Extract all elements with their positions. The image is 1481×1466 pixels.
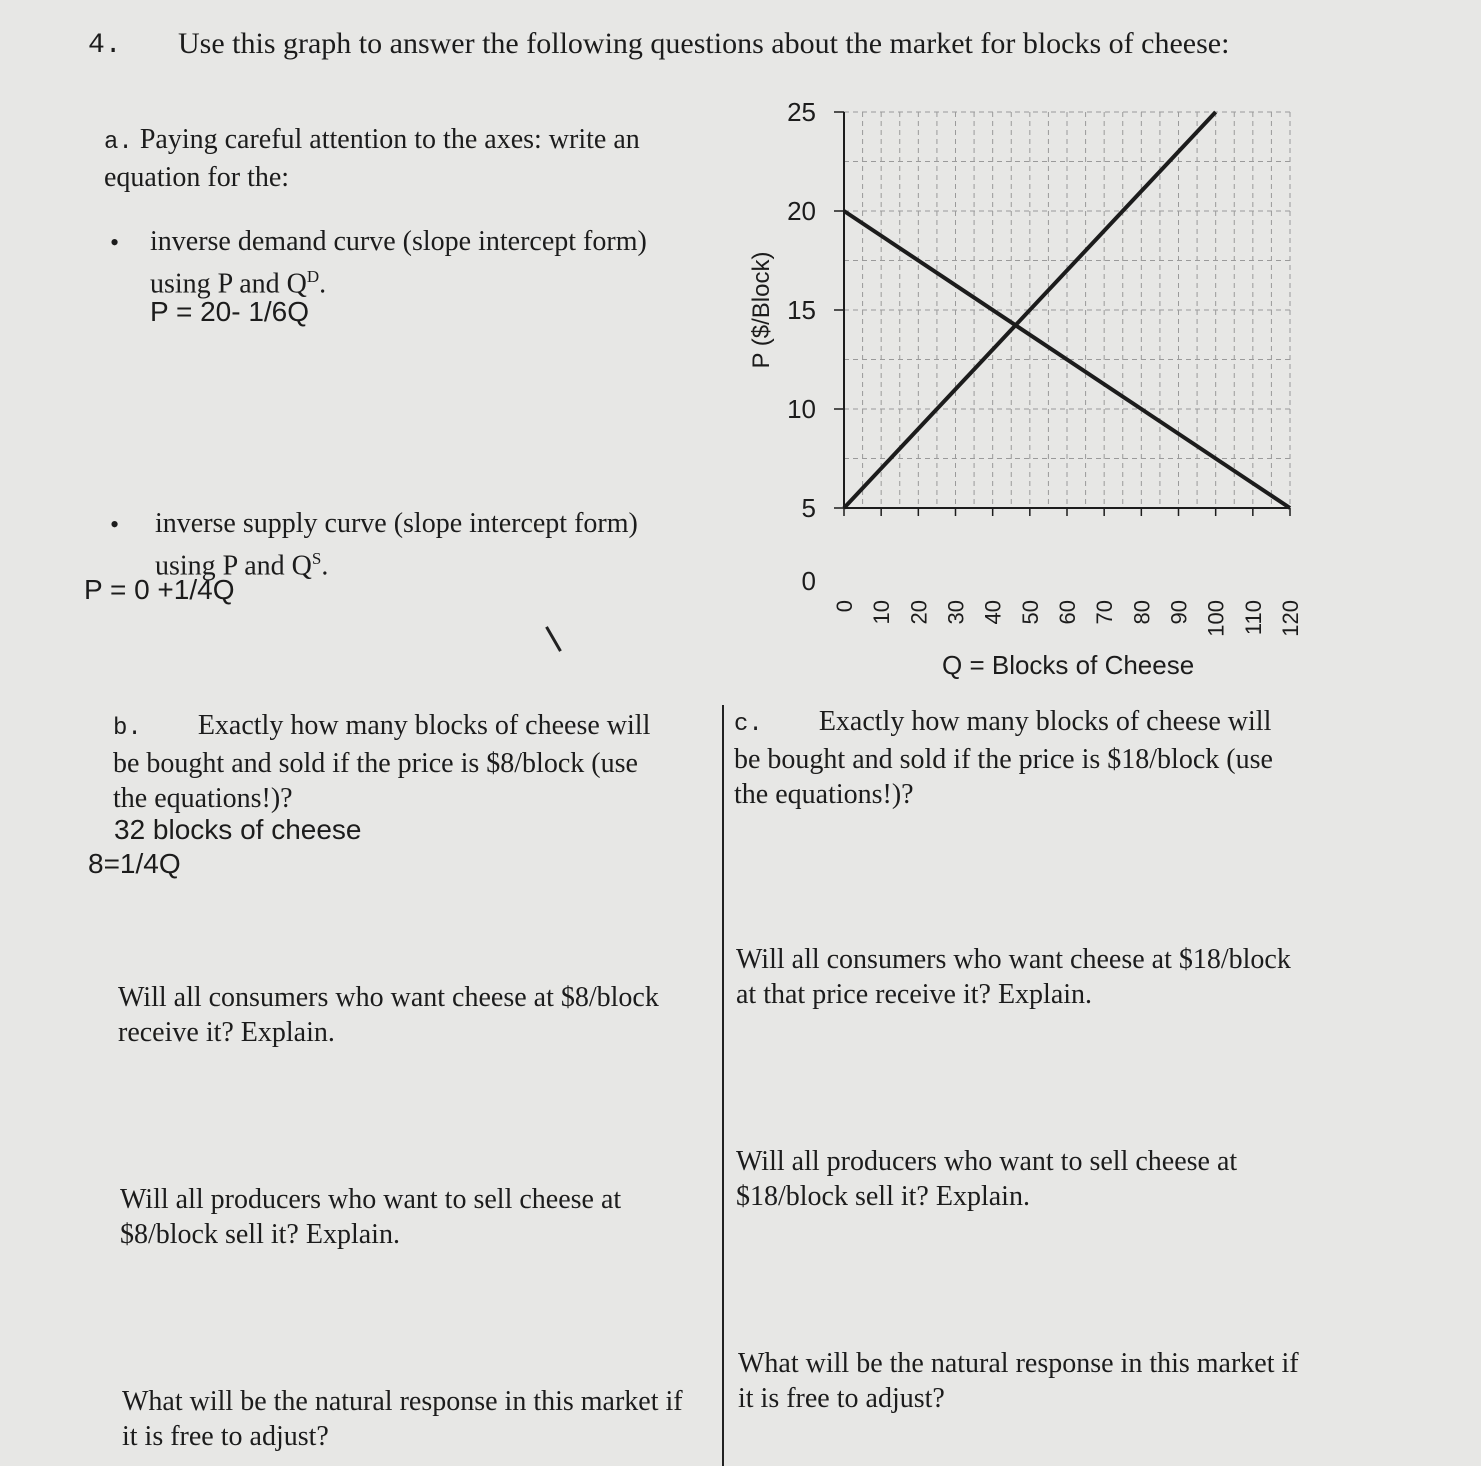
part-b-response-line2: it is free to adjust? <box>122 1421 329 1452</box>
x-tick-label: 40 <box>980 600 1006 625</box>
supply-line2: using P and Q <box>155 550 312 582</box>
part-c-response-line2: it is free to adjust? <box>738 1383 945 1414</box>
x-axis-label: Q = Blocks of Cheese <box>942 650 1195 680</box>
supply-sup: S <box>311 549 322 568</box>
part-c-consumers-line2: at that price receive it? Explain. <box>736 979 1093 1010</box>
x-tick-label: 110 <box>1240 600 1266 636</box>
part-b-consumers-line1: Will all consumers who want cheese at $8/block <box>118 982 659 1013</box>
part-b-answer1: 32 blocks of cheese <box>114 814 362 845</box>
demand-line1: inverse demand curve (slope intercept form) <box>150 226 647 257</box>
supply-line2-end: . <box>321 550 329 582</box>
part-a-line2: equation for the: <box>104 162 290 193</box>
x-tick-label: 120 <box>1278 600 1303 637</box>
y-tick-label: 5 <box>801 493 816 523</box>
demand-line2: using P and Q <box>150 268 307 300</box>
pen-mark <box>545 626 562 652</box>
part-b-response-question <box>122 1384 683 1454</box>
y-tick-label: 15 <box>787 295 816 325</box>
y-axis-label: P ($/Block) <box>748 251 775 369</box>
column-divider <box>722 705 724 1466</box>
part-b-line2: be bought and sold if the price is $8/block (use <box>113 748 638 779</box>
part-b-answer2: 8=1/4Q <box>88 848 181 879</box>
supply-question <box>155 506 638 583</box>
demand-line2-end: . <box>319 268 327 300</box>
y-tick-label: 25 <box>787 97 816 127</box>
question-heading: Use this graph to answer the following questions about the market for blocks of cheese: <box>178 27 1230 60</box>
question-number: 4. <box>88 30 122 61</box>
part-c-line3: the equations!)? <box>734 779 914 810</box>
part-b-line1: Exactly how many blocks of cheese will <box>197 710 651 741</box>
demand-bullet: • <box>110 228 120 257</box>
part-c-response-question <box>738 1346 1299 1416</box>
x-tick-label: 20 <box>906 600 932 625</box>
part-c-producers-line2: $18/block sell it? Explain. <box>736 1181 1030 1212</box>
x-tick-label: 100 <box>1203 600 1229 637</box>
part-c-producers-line1: Will all producers who want to sell cheese at <box>736 1146 1238 1177</box>
part-c-line2: be bought and sold if the price is $18/block (use <box>734 744 1273 775</box>
x-tick-label: 90 <box>1166 600 1192 625</box>
part-c-label: c. <box>734 711 763 738</box>
demand-question <box>150 224 647 301</box>
y-tick-label: 10 <box>787 394 816 424</box>
y-tick-label-zero: 0 <box>801 566 816 596</box>
part-b-producers-line2: $8/block sell it? Explain. <box>120 1219 400 1250</box>
part-a-prompt <box>104 122 640 195</box>
demand-sup: D <box>306 267 320 286</box>
part-c-line1: Exactly how many blocks of cheese will <box>818 706 1272 737</box>
supply-answer: P = 0 +1/4Q <box>84 574 235 605</box>
x-tick-label: 80 <box>1129 600 1155 625</box>
part-c-prompt <box>734 704 1374 812</box>
x-tick-label: 60 <box>1055 600 1080 625</box>
x-tick-label: 10 <box>869 600 895 625</box>
part-b-prompt <box>113 708 713 816</box>
x-tick-label: 50 <box>1017 600 1043 625</box>
supply-demand-chart <box>740 90 1320 650</box>
supply-line1: inverse supply curve (slope intercept form) <box>155 508 638 539</box>
part-b-producers-question <box>120 1182 621 1252</box>
part-c-consumers-line1: Will all consumers who want cheese at $18/block <box>736 944 1291 975</box>
part-b-consumers-line2: receive it? Explain. <box>118 1017 335 1048</box>
demand-answer: P = 20- 1/6Q <box>150 296 310 327</box>
part-c-response-line1: What will be the natural response in this market if <box>738 1348 1299 1379</box>
x-tick-label: 30 <box>943 600 969 625</box>
part-b-response-line1: What will be the natural response in this market if <box>122 1386 683 1417</box>
y-tick-label: 20 <box>787 196 816 226</box>
x-tick-label: 0 <box>832 600 857 613</box>
part-b-consumers-question <box>118 980 659 1050</box>
part-a-line1: Paying careful attention to the axes: write an <box>139 124 640 155</box>
part-b-line3: the equations!)? <box>113 783 293 814</box>
part-c-consumers-question <box>736 942 1291 1012</box>
part-b-producers-line1: Will all producers who want to sell cheese at <box>120 1184 622 1215</box>
supply-bullet: • <box>110 510 120 539</box>
part-c-producers-question <box>736 1144 1237 1214</box>
part-a-label: a. <box>104 129 133 156</box>
x-tick-label: 70 <box>1092 600 1118 625</box>
part-b-label: b. <box>113 715 142 742</box>
